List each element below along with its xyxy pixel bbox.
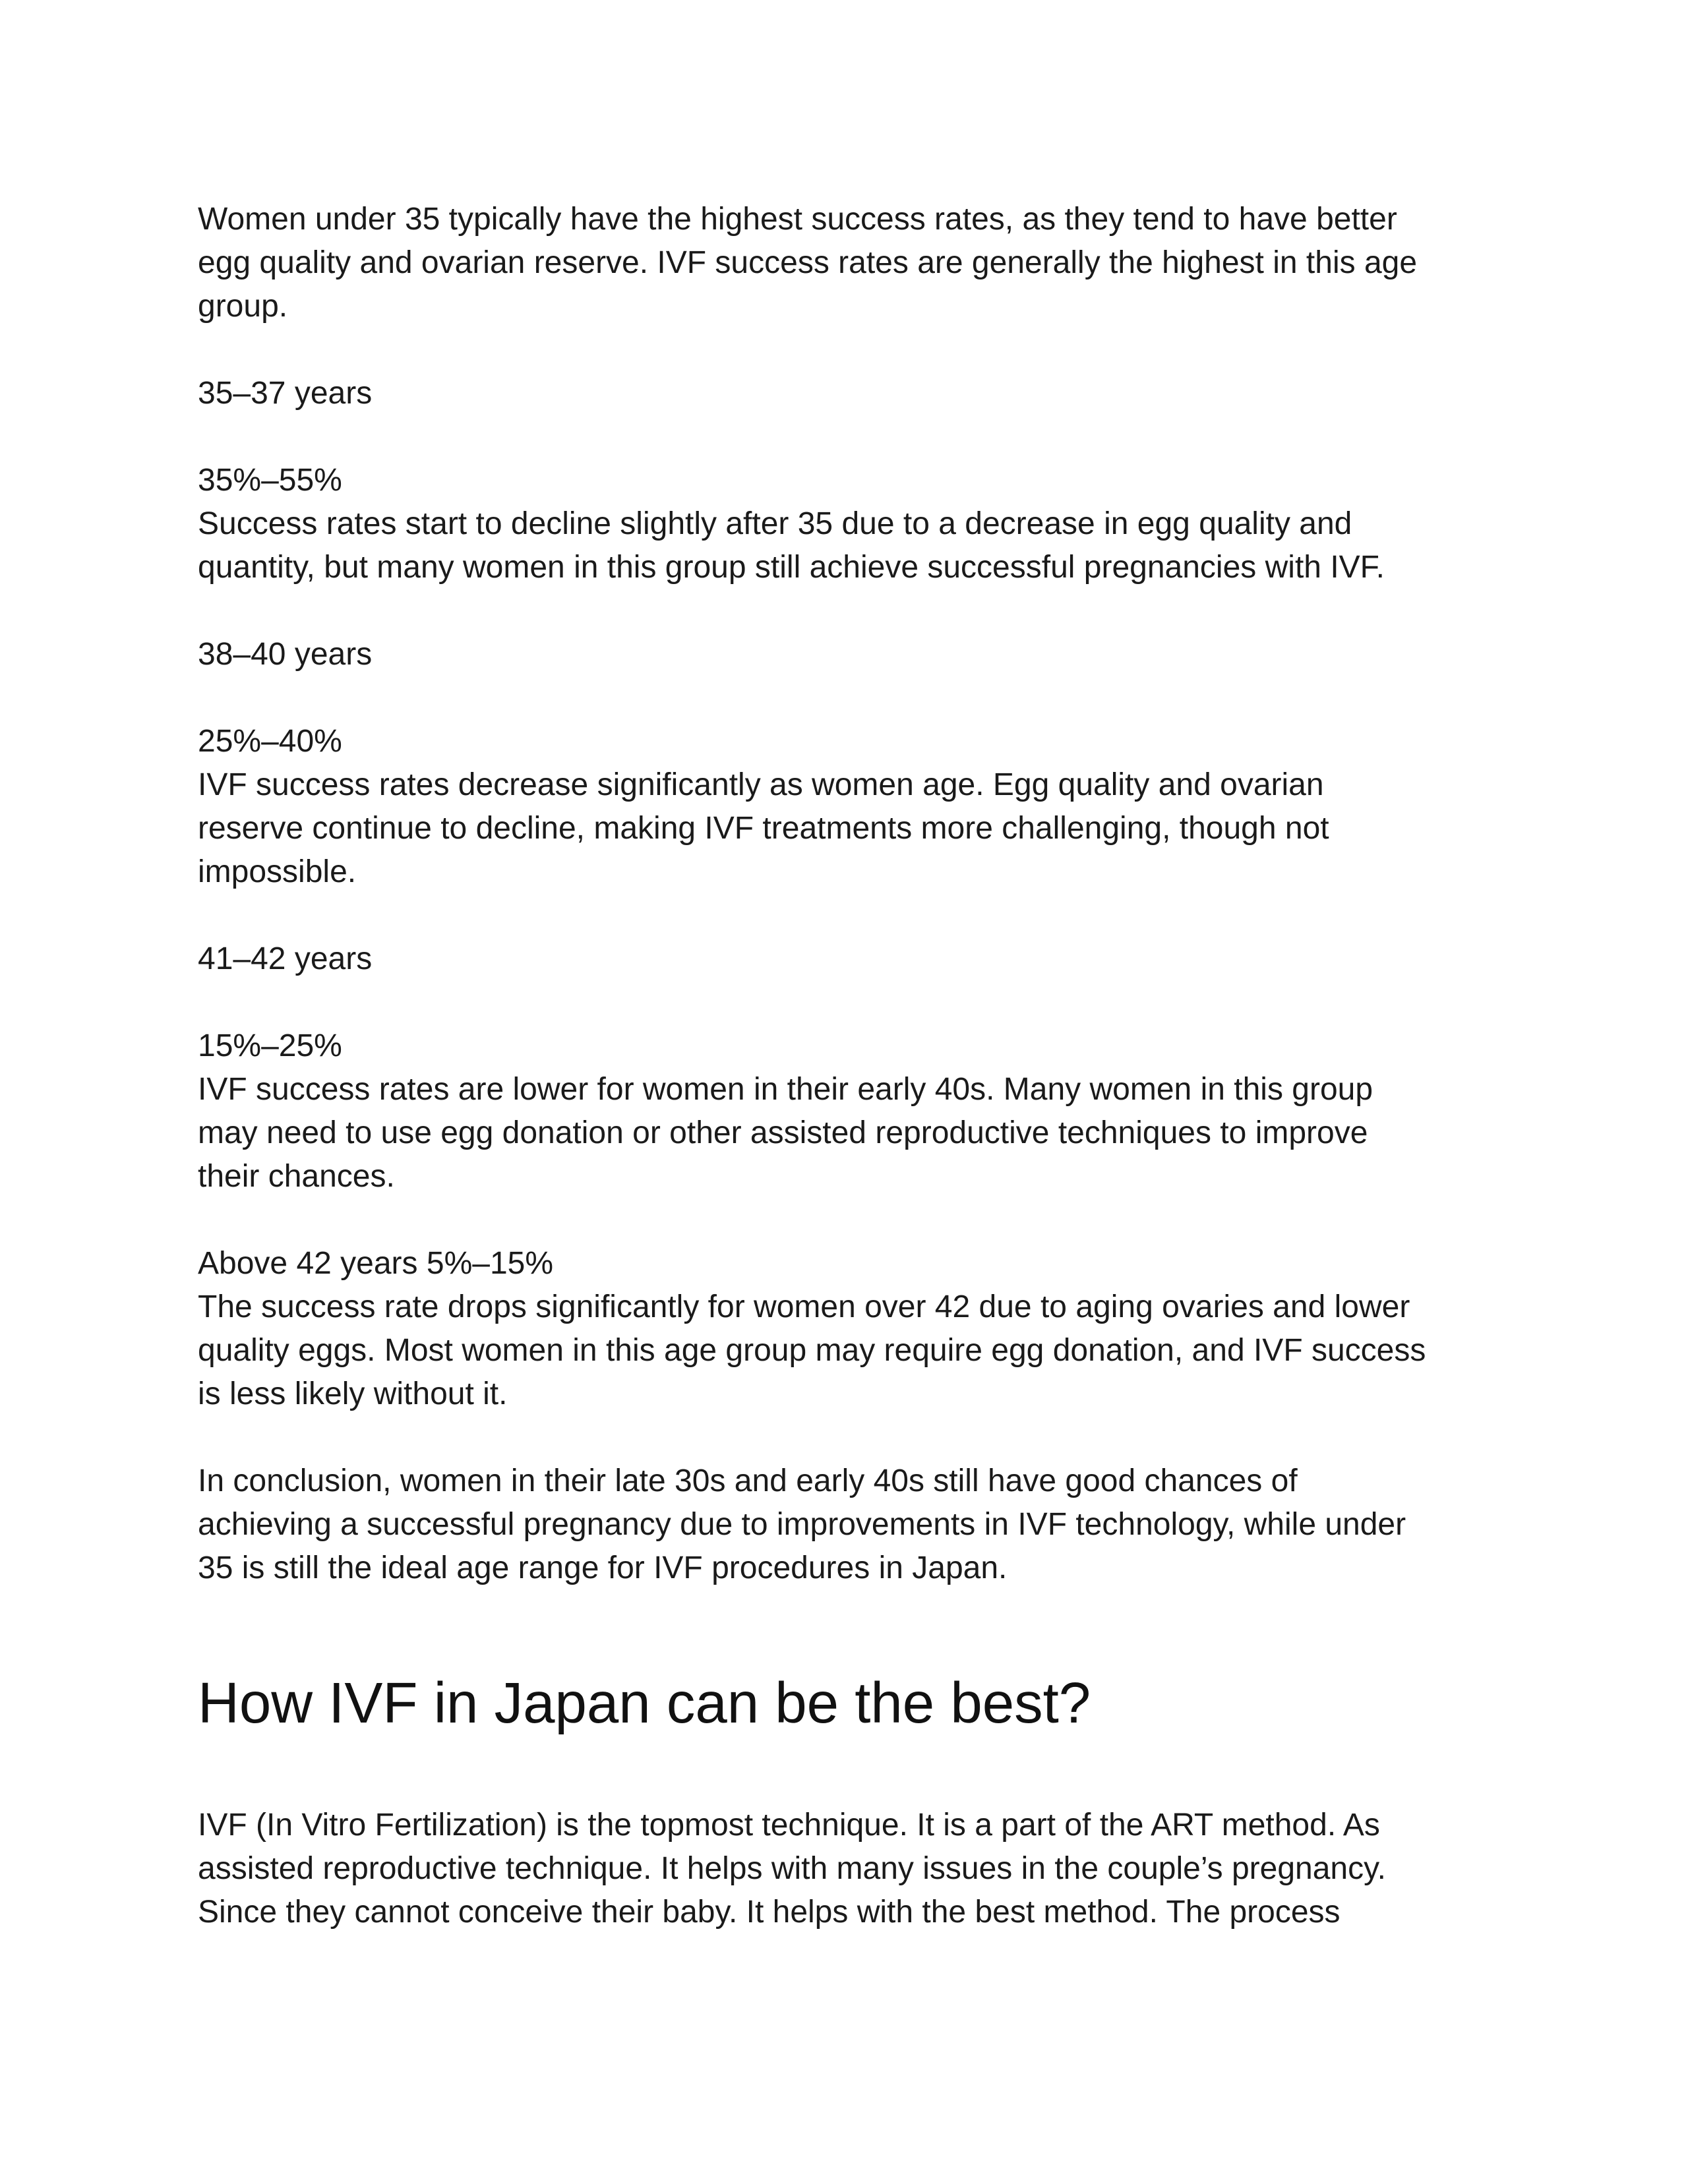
spacer [198, 589, 1490, 633]
spacer [198, 1736, 1490, 1804]
age-group-description: Success rates start to decline slightly after 35 due to a decrease in egg quality and quantity, but many women in this group still achieve successful pregnancies with IVF. [198, 506, 1385, 585]
age-group-label: 41–42 years [198, 941, 373, 976]
section-paragraph: IVF (In Vitro Fertilization) is the topmost technique. It is a part of the ART method. As assisted reproductive technique. It helps with many issues in the couple’s pregnancy. Since they cannot conceive their baby. It helps with the best method. The process [198, 1808, 1386, 1930]
spacer [198, 981, 1490, 1024]
spacer [198, 1416, 1490, 1460]
spacer [198, 894, 1490, 937]
age-group-description: The success rate drops significantly for women over 42 due to aging ovaries and lower quality eggs. Most women in this age group may require egg donation, and IVF success is less likely without it. [198, 1289, 1426, 1411]
spacer [198, 415, 1490, 459]
age-group-label-with-rate: Above 42 years 5%–15% [198, 1246, 554, 1281]
age-group-description: IVF success rates decrease significantly as women age. Egg quality and ovarian reserve continue to decline, making IVF treatments more challenging, though not impossible. [198, 767, 1329, 889]
spacer [198, 328, 1490, 372]
age-group-description: IVF success rates are lower for women in their early 40s. Many women in this group may need to use egg donation or other assisted reproductive techniques to improve their chances. [198, 1072, 1373, 1194]
spacer [198, 1590, 1490, 1670]
intro-paragraph: Women under 35 typically have the highest success rates, as they tend to have better egg quality and ovarian reserve. IVF success rates are generally the highest in this age group. [198, 202, 1418, 324]
document-page [198, 198, 1490, 1934]
success-rate-range: 15%–25% [198, 1028, 342, 1063]
age-group-label: 38–40 years [198, 637, 373, 672]
success-rate-range: 25%–40% [198, 724, 342, 759]
age-group-label: 35–37 years [198, 376, 373, 411]
success-rate-range: 35%–55% [198, 463, 342, 498]
spacer [198, 1198, 1490, 1242]
conclusion-paragraph: In conclusion, women in their late 30s and early 40s still have good chances of achieving a successful pregnancy due to improvements in IVF technology, while under 35 is still the ideal age range for IVF procedures in Japan. [198, 1463, 1406, 1585]
section-heading: How IVF in Japan can be the best? [198, 1671, 1091, 1735]
spacer [198, 676, 1490, 720]
